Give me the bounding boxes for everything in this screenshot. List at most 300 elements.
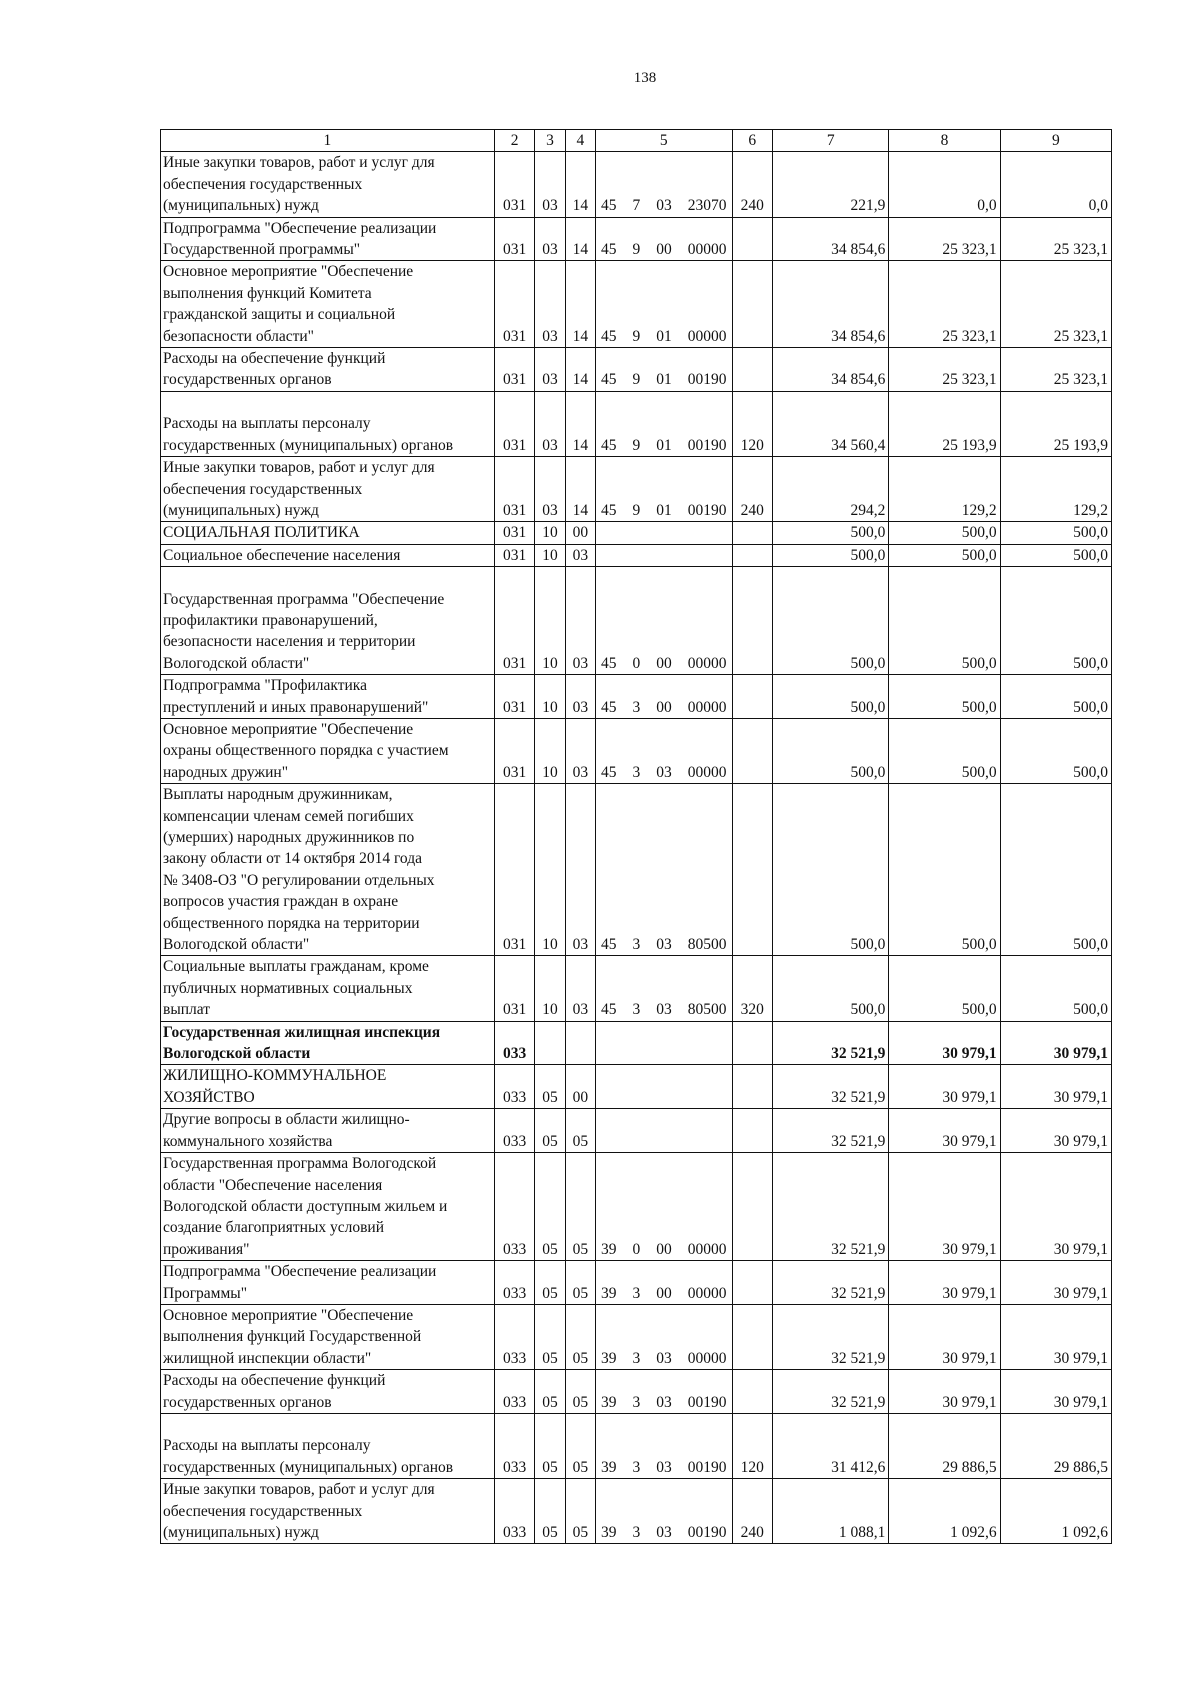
code-part-ev: 03 — [656, 1393, 672, 1411]
expense-type-code — [732, 217, 772, 261]
amount-year-1: 31 412,6 — [773, 1413, 889, 1478]
amount-year-3: 500,0 — [1000, 784, 1111, 956]
subsection-code: 05 — [565, 1153, 595, 1261]
code-part-sub: 3 — [632, 1524, 641, 1541]
row-name: Основное мероприятие "Обеспечение охраны общественного порядка с участием народных дружин" — [161, 718, 495, 783]
expense-type-code: 240 — [732, 457, 772, 522]
target-article-code — [596, 784, 733, 956]
row-name: Социальное обеспечение населения — [161, 544, 495, 566]
table-row — [161, 152, 1112, 217]
row-name: Выплаты народным дружинникам, компенсации членам семей погибших (умерших) народных дружинников по закону области от 14 октября 2014 года № 3408-ОЗ "О регулировании отдельных вопросов участия граждан в охране общественного порядка на территории Вологодской области" — [161, 784, 495, 956]
code-part-prog: 45 — [601, 1001, 617, 1019]
amount-year-2: 25 323,1 — [889, 348, 1000, 392]
expense-type-code: 240 — [732, 152, 772, 217]
code-part-dir: 00190 — [687, 501, 727, 519]
amount-year-2: 0,0 — [889, 152, 1000, 217]
code-part-ev: 01 — [656, 501, 672, 519]
row-name: Иные закупки товаров, работ и услуг для обеспечения государственных (муниципальных) нужд — [161, 1479, 495, 1544]
subsection-code: 05 — [565, 1304, 595, 1369]
ministry-code: 033 — [494, 1065, 534, 1109]
code-part-prog: 39 — [601, 1458, 617, 1476]
section-code: 05 — [535, 1370, 565, 1414]
section-code: 10 — [535, 567, 565, 675]
row-name: ЖИЛИЩНО-КОММУНАЛЬНОЕ ХОЗЯЙСТВО — [161, 1065, 495, 1109]
code-part-sub: 0 — [632, 654, 641, 672]
subsection-code: 03 — [565, 544, 595, 566]
row-name: Основное мероприятие "Обеспечение выполнения функций Комитета гражданской защиты и социальной безопасности области" — [161, 261, 495, 348]
subsection-code — [565, 1021, 595, 1065]
code-part-ev: 00 — [656, 654, 672, 672]
section-code: 05 — [535, 1065, 565, 1109]
table-row — [161, 956, 1112, 1021]
amount-year-1: 32 521,9 — [773, 1021, 889, 1065]
code-part-dir: 00190 — [687, 1393, 727, 1411]
budget-table — [160, 129, 1112, 1544]
target-article-code — [596, 675, 733, 719]
code-part-dir: 00000 — [687, 763, 727, 781]
code-part-prog: 45 — [601, 197, 617, 215]
code-part-ev: 03 — [656, 1458, 672, 1476]
ministry-code: 033 — [494, 1479, 534, 1544]
column-header: 9 — [1000, 130, 1111, 152]
amount-year-1: 32 521,9 — [773, 1370, 889, 1414]
amount-year-1: 34 854,6 — [773, 348, 889, 392]
subsection-code: 03 — [565, 675, 595, 719]
code-part-ev: 01 — [656, 436, 672, 454]
amount-year-3: 129,2 — [1000, 457, 1111, 522]
code-part-ev: 03 — [656, 763, 672, 781]
row-name: Иные закупки товаров, работ и услуг для обеспечения государственных (муниципальных) нужд — [161, 152, 495, 217]
section-code: 05 — [535, 1304, 565, 1369]
ministry-code: 031 — [494, 784, 534, 956]
amount-year-3: 25 323,1 — [1000, 348, 1111, 392]
code-part-sub: 3 — [632, 1284, 641, 1302]
section-code: 10 — [535, 675, 565, 719]
section-code: 10 — [535, 784, 565, 956]
row-name: Основное мероприятие "Обеспечение выполнения функций Государственной жилищной инспекции области" — [161, 1304, 495, 1369]
subsection-code: 00 — [565, 1065, 595, 1109]
code-part-sub: 9 — [632, 371, 641, 389]
subsection-code: 05 — [565, 1370, 595, 1414]
amount-year-1: 34 560,4 — [773, 391, 889, 456]
amount-year-3: 30 979,1 — [1000, 1370, 1111, 1414]
expense-type-code — [732, 718, 772, 783]
table-row — [161, 567, 1112, 675]
amount-year-2: 500,0 — [889, 784, 1000, 956]
target-article-code — [596, 261, 733, 348]
code-part-prog: 39 — [601, 1393, 617, 1411]
row-name: СОЦИАЛЬНАЯ ПОЛИТИКА — [161, 522, 495, 544]
table-row — [161, 1370, 1112, 1414]
code-part-sub: 3 — [632, 1393, 641, 1411]
amount-year-2: 30 979,1 — [889, 1153, 1000, 1261]
section-code — [535, 1021, 565, 1065]
target-article-code — [596, 1109, 733, 1153]
target-article-code — [596, 1065, 733, 1109]
subsection-code: 05 — [565, 1413, 595, 1478]
code-part-prog: 45 — [601, 763, 617, 781]
amount-year-2: 500,0 — [889, 567, 1000, 675]
ministry-code: 031 — [494, 348, 534, 392]
amount-year-3: 500,0 — [1000, 956, 1111, 1021]
amount-year-3: 0,0 — [1000, 152, 1111, 217]
amount-year-1: 500,0 — [773, 675, 889, 719]
amount-year-2: 25 323,1 — [889, 217, 1000, 261]
ministry-code: 031 — [494, 522, 534, 544]
row-name: Социальные выплаты гражданам, кроме публичных нормативных социальных выплат — [161, 956, 495, 1021]
amount-year-2: 500,0 — [889, 718, 1000, 783]
code-part-ev: 01 — [656, 327, 672, 345]
code-part-prog: 39 — [601, 1349, 617, 1367]
code-part-prog: 45 — [601, 327, 617, 345]
amount-year-2: 500,0 — [889, 522, 1000, 544]
section-code: 03 — [535, 217, 565, 261]
amount-year-1: 500,0 — [773, 567, 889, 675]
row-name: Расходы на обеспечение функций государственных органов — [161, 348, 495, 392]
code-part-sub: 9 — [632, 436, 641, 454]
target-article-code — [596, 718, 733, 783]
table-row — [161, 784, 1112, 956]
row-name: Подпрограмма "Обеспечение реализации Государственной программы" — [161, 217, 495, 261]
amount-year-3: 30 979,1 — [1000, 1261, 1111, 1305]
row-name: Государственная программа Вологодской области "Обеспечение населения Вологодской области доступным жильем и создание благоприятных условий проживания" — [161, 1153, 495, 1261]
code-part-sub: 9 — [632, 327, 641, 345]
target-article-code — [596, 152, 733, 217]
amount-year-3: 25 323,1 — [1000, 261, 1111, 348]
expense-type-code — [732, 544, 772, 566]
amount-year-2: 500,0 — [889, 675, 1000, 719]
code-part-ev: 01 — [656, 371, 672, 389]
row-name: Государственная программа "Обеспечение профилактики правонарушений, безопасности населения и территории Вологодской области" — [161, 567, 495, 675]
amount-year-2: 129,2 — [889, 457, 1000, 522]
target-article-code — [596, 567, 733, 675]
amount-year-1: 500,0 — [773, 784, 889, 956]
code-part-ev: 03 — [656, 1349, 672, 1367]
subsection-code: 14 — [565, 261, 595, 348]
expense-type-code — [732, 348, 772, 392]
amount-year-2: 30 979,1 — [889, 1370, 1000, 1414]
code-part-ev: 03 — [656, 1524, 672, 1541]
code-part-dir: 80500 — [687, 936, 727, 954]
ministry-code: 031 — [494, 457, 534, 522]
section-code: 03 — [535, 261, 565, 348]
table-row — [161, 348, 1112, 392]
row-name: Подпрограмма "Профилактика преступлений и иных правонарушений" — [161, 675, 495, 719]
target-article-code — [596, 1479, 733, 1544]
amount-year-1: 32 521,9 — [773, 1261, 889, 1305]
amount-year-1: 500,0 — [773, 956, 889, 1021]
code-part-sub: 0 — [632, 1240, 641, 1258]
amount-year-3: 500,0 — [1000, 718, 1111, 783]
code-part-dir: 00190 — [687, 436, 727, 454]
subsection-code: 14 — [565, 348, 595, 392]
section-code: 05 — [535, 1413, 565, 1478]
ministry-code: 031 — [494, 567, 534, 675]
code-part-prog: 39 — [601, 1240, 617, 1258]
expense-type-code: 320 — [732, 956, 772, 1021]
section-code: 10 — [535, 956, 565, 1021]
section-code: 05 — [535, 1479, 565, 1544]
code-part-sub: 9 — [632, 241, 641, 259]
code-part-ev: 00 — [656, 241, 672, 259]
code-part-ev: 00 — [656, 1240, 672, 1258]
code-part-ev: 03 — [656, 1001, 672, 1019]
code-part-prog: 45 — [601, 241, 617, 259]
column-header: 8 — [889, 130, 1000, 152]
ministry-code: 033 — [494, 1021, 534, 1065]
table-row — [161, 1479, 1112, 1544]
row-name: Расходы на выплаты персоналу государственных (муниципальных) органов — [161, 1413, 495, 1478]
ministry-code: 033 — [494, 1261, 534, 1305]
amount-year-1: 500,0 — [773, 522, 889, 544]
amount-year-3: 25 193,9 — [1000, 391, 1111, 456]
table-row — [161, 522, 1112, 544]
code-part-sub: 3 — [632, 1349, 641, 1367]
section-code: 03 — [535, 152, 565, 217]
amount-year-2: 30 979,1 — [889, 1021, 1000, 1065]
amount-year-2: 30 979,1 — [889, 1261, 1000, 1305]
amount-year-1: 32 521,9 — [773, 1153, 889, 1261]
row-name: Государственная жилищная инспекция Вологодской области — [161, 1021, 495, 1065]
code-part-prog: 45 — [601, 698, 617, 716]
target-article-code — [596, 457, 733, 522]
table-row — [161, 675, 1112, 719]
amount-year-3: 500,0 — [1000, 567, 1111, 675]
subsection-code: 03 — [565, 567, 595, 675]
target-article-code — [596, 522, 733, 544]
expense-type-code — [732, 1304, 772, 1369]
section-code: 10 — [535, 718, 565, 783]
amount-year-3: 30 979,1 — [1000, 1153, 1111, 1261]
code-part-ev: 03 — [656, 936, 672, 954]
ministry-code: 033 — [494, 1413, 534, 1478]
code-part-prog: 45 — [601, 436, 617, 454]
code-part-sub: 9 — [632, 501, 641, 519]
code-part-dir: 00190 — [687, 1458, 727, 1476]
section-code: 05 — [535, 1153, 565, 1261]
subsection-code: 14 — [565, 391, 595, 456]
amount-year-3: 1 092,6 — [1000, 1479, 1111, 1544]
table-row — [161, 391, 1112, 456]
target-article-code — [596, 544, 733, 566]
ministry-code: 031 — [494, 956, 534, 1021]
section-code: 10 — [535, 522, 565, 544]
column-header: 3 — [535, 130, 565, 152]
expense-type-code — [732, 1109, 772, 1153]
amount-year-3: 30 979,1 — [1000, 1304, 1111, 1369]
amount-year-1: 32 521,9 — [773, 1065, 889, 1109]
expense-type-code — [732, 675, 772, 719]
code-part-dir: 00000 — [687, 1240, 727, 1258]
section-code: 03 — [535, 457, 565, 522]
amount-year-1: 34 854,6 — [773, 217, 889, 261]
section-code: 03 — [535, 391, 565, 456]
table-row — [161, 261, 1112, 348]
ministry-code: 031 — [494, 718, 534, 783]
expense-type-code — [732, 567, 772, 675]
expense-type-code — [732, 1021, 772, 1065]
amount-year-2: 30 979,1 — [889, 1304, 1000, 1369]
code-part-dir: 00000 — [687, 654, 727, 672]
target-article-code — [596, 1261, 733, 1305]
subsection-code: 00 — [565, 522, 595, 544]
code-part-dir: 00190 — [687, 1524, 727, 1541]
ministry-code: 031 — [494, 391, 534, 456]
section-code: 05 — [535, 1109, 565, 1153]
target-article-code — [596, 348, 733, 392]
code-part-dir: 00190 — [687, 371, 727, 389]
subsection-code: 14 — [565, 152, 595, 217]
amount-year-3: 500,0 — [1000, 675, 1111, 719]
target-article-code — [596, 1413, 733, 1478]
expense-type-code — [732, 261, 772, 348]
ministry-code: 033 — [494, 1153, 534, 1261]
page-number: 138 — [633, 70, 657, 86]
expense-type-code — [732, 1261, 772, 1305]
code-part-prog: 45 — [601, 654, 617, 672]
target-article-code — [596, 1153, 733, 1261]
row-name: Расходы на выплаты персоналу государственных (муниципальных) органов — [161, 391, 495, 456]
code-part-dir: 00000 — [687, 1349, 727, 1367]
amount-year-3: 30 979,1 — [1000, 1065, 1111, 1109]
subsection-code: 05 — [565, 1479, 595, 1544]
section-code: 05 — [535, 1261, 565, 1305]
amount-year-1: 32 521,9 — [773, 1304, 889, 1369]
amount-year-3: 25 323,1 — [1000, 217, 1111, 261]
code-part-prog: 39 — [601, 1524, 617, 1541]
amount-year-3: 30 979,1 — [1000, 1109, 1111, 1153]
amount-year-1: 34 854,6 — [773, 261, 889, 348]
amount-year-1: 500,0 — [773, 544, 889, 566]
subsection-code: 14 — [565, 217, 595, 261]
table-row — [161, 457, 1112, 522]
code-part-prog: 45 — [601, 936, 617, 954]
expense-type-code: 240 — [732, 1479, 772, 1544]
code-part-sub: 3 — [632, 1001, 641, 1019]
table-row — [161, 1109, 1112, 1153]
subsection-code: 03 — [565, 718, 595, 783]
column-header: 2 — [494, 130, 534, 152]
row-name: Другие вопросы в области жилищно- коммунального хозяйства — [161, 1109, 495, 1153]
expense-type-code — [732, 1370, 772, 1414]
expense-type-code — [732, 1153, 772, 1261]
amount-year-3: 500,0 — [1000, 544, 1111, 566]
row-name: Подпрограмма "Обеспечение реализации Программы" — [161, 1261, 495, 1305]
amount-year-2: 30 979,1 — [889, 1065, 1000, 1109]
amount-year-3: 29 886,5 — [1000, 1413, 1111, 1478]
expense-type-code: 120 — [732, 1413, 772, 1478]
amount-year-1: 221,9 — [773, 152, 889, 217]
amount-year-1: 500,0 — [773, 718, 889, 783]
subsection-code: 03 — [565, 784, 595, 956]
section-code: 03 — [535, 348, 565, 392]
ministry-code: 031 — [494, 217, 534, 261]
amount-year-2: 500,0 — [889, 544, 1000, 566]
target-article-code — [596, 391, 733, 456]
table-row — [161, 1021, 1112, 1065]
column-header: 1 — [161, 130, 495, 152]
code-part-dir: 00000 — [687, 1284, 727, 1302]
table-header-row — [161, 130, 1112, 152]
expense-type-code — [732, 784, 772, 956]
amount-year-1: 32 521,9 — [773, 1109, 889, 1153]
table-row — [161, 1413, 1112, 1478]
amount-year-2: 25 323,1 — [889, 261, 1000, 348]
amount-year-2: 500,0 — [889, 956, 1000, 1021]
code-part-prog: 45 — [601, 501, 617, 519]
code-part-sub: 3 — [632, 1458, 641, 1476]
ministry-code: 033 — [494, 1370, 534, 1414]
amount-year-2: 25 193,9 — [889, 391, 1000, 456]
target-article-code — [596, 217, 733, 261]
code-part-sub: 7 — [632, 197, 641, 215]
section-code: 10 — [535, 544, 565, 566]
amount-year-1: 1 088,1 — [773, 1479, 889, 1544]
subsection-code: 05 — [565, 1261, 595, 1305]
amount-year-3: 30 979,1 — [1000, 1021, 1111, 1065]
code-part-ev: 00 — [656, 1284, 672, 1302]
amount-year-2: 1 092,6 — [889, 1479, 1000, 1544]
code-part-ev: 00 — [656, 698, 672, 716]
row-name: Расходы на обеспечение функций государственных органов — [161, 1370, 495, 1414]
target-article-code — [596, 1370, 733, 1414]
code-part-sub: 3 — [632, 698, 641, 716]
table-row — [161, 544, 1112, 566]
column-header: 6 — [732, 130, 772, 152]
expense-type-code: 120 — [732, 391, 772, 456]
code-part-dir: 00000 — [687, 327, 727, 345]
expense-type-code — [732, 522, 772, 544]
table-row — [161, 718, 1112, 783]
code-part-dir: 80500 — [687, 1001, 727, 1019]
table-row — [161, 1304, 1112, 1369]
target-article-code — [596, 1021, 733, 1065]
row-name: Иные закупки товаров, работ и услуг для обеспечения государственных (муниципальных) нужд — [161, 457, 495, 522]
target-article-code — [596, 956, 733, 1021]
table-row — [161, 217, 1112, 261]
subsection-code: 14 — [565, 457, 595, 522]
column-header: 7 — [773, 130, 889, 152]
ministry-code: 031 — [494, 544, 534, 566]
column-header: 5 — [596, 130, 733, 152]
target-article-code — [596, 1304, 733, 1369]
ministry-code: 031 — [494, 152, 534, 217]
expense-type-code — [732, 1065, 772, 1109]
amount-year-2: 30 979,1 — [889, 1109, 1000, 1153]
amount-year-3: 500,0 — [1000, 522, 1111, 544]
table-row — [161, 1153, 1112, 1261]
code-part-sub: 3 — [632, 936, 641, 954]
code-part-dir: 23070 — [687, 197, 727, 215]
amount-year-2: 29 886,5 — [889, 1413, 1000, 1478]
subsection-code: 03 — [565, 956, 595, 1021]
ministry-code: 033 — [494, 1304, 534, 1369]
column-header: 4 — [565, 130, 595, 152]
amount-year-1: 294,2 — [773, 457, 889, 522]
table-row — [161, 1261, 1112, 1305]
code-part-ev: 03 — [656, 197, 672, 215]
code-part-dir: 00000 — [687, 698, 727, 716]
code-part-sub: 3 — [632, 763, 641, 781]
ministry-code: 033 — [494, 1109, 534, 1153]
subsection-code: 05 — [565, 1109, 595, 1153]
code-part-prog: 45 — [601, 371, 617, 389]
table-row — [161, 1065, 1112, 1109]
code-part-prog: 39 — [601, 1284, 617, 1302]
ministry-code: 031 — [494, 675, 534, 719]
code-part-dir: 00000 — [687, 241, 727, 259]
ministry-code: 031 — [494, 261, 534, 348]
